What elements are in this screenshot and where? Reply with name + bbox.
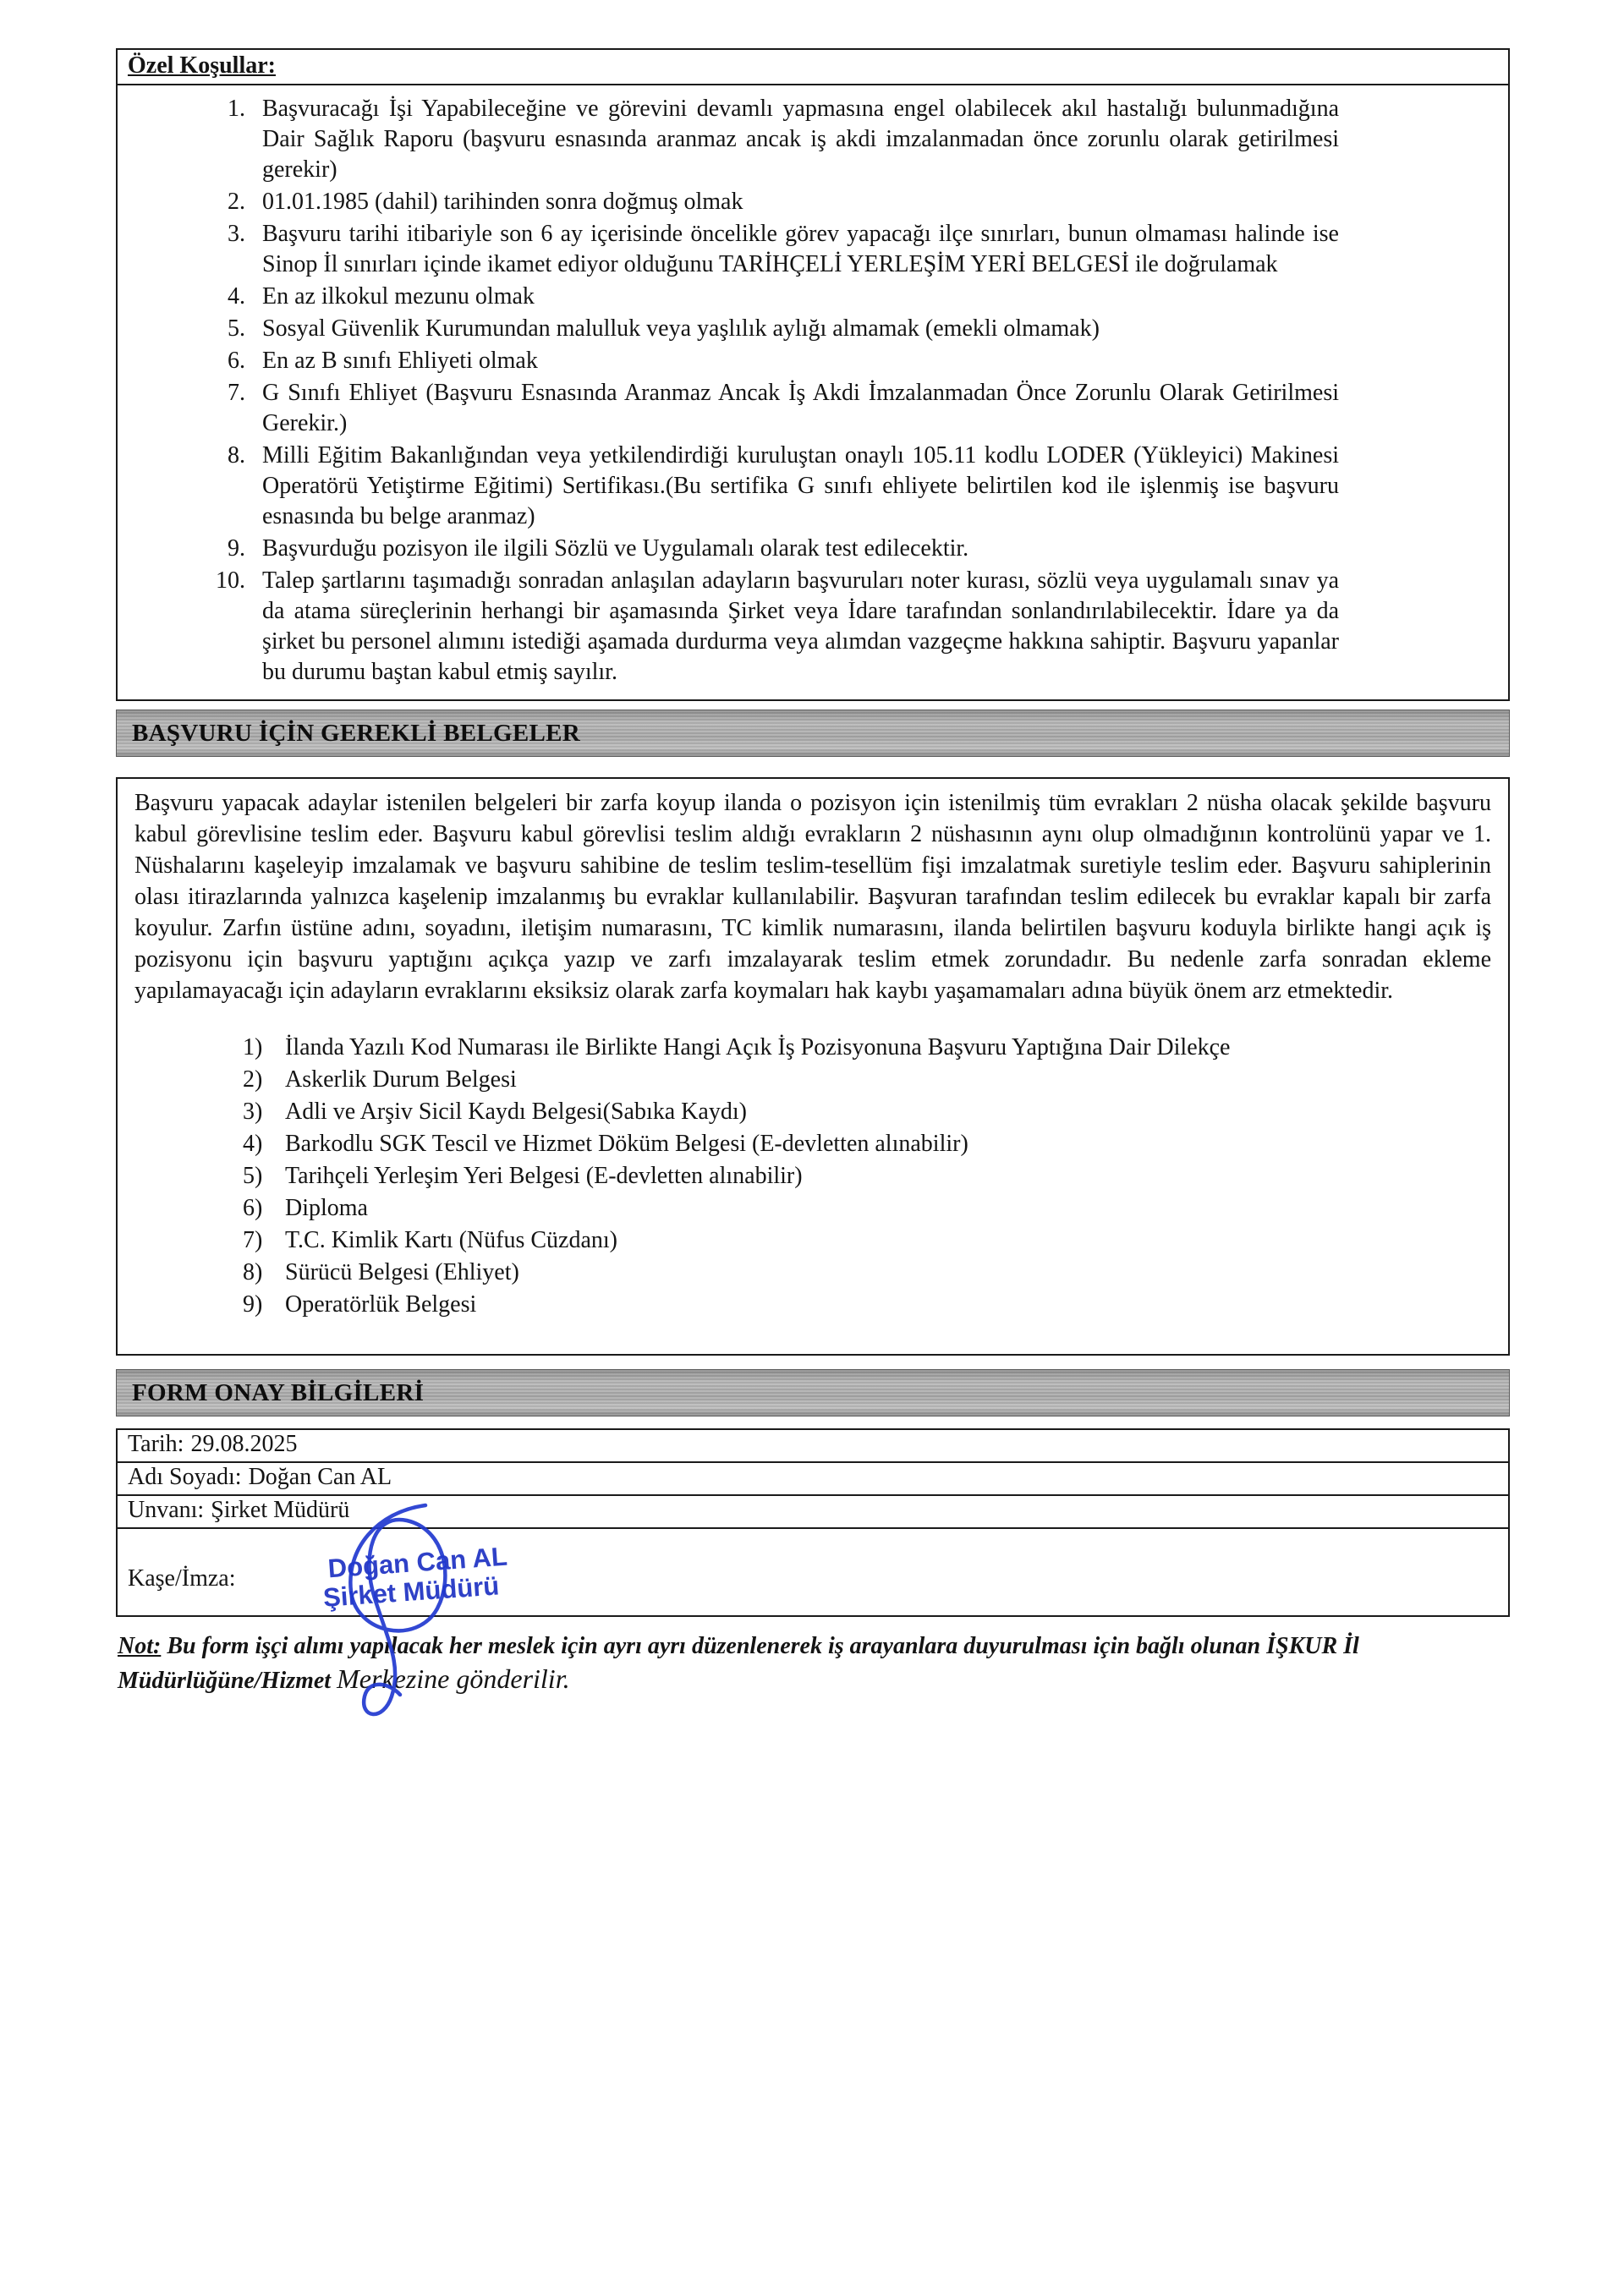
requirement-item: 7. G Sınıfı Ehliyet (Başvuru Esnasında Aranmaz Ancak İş Akdi İmzalanmadan Önce Zorunlu Olarak Getirilmesi Gerekir.) (251, 378, 1339, 439)
tarih-label: Tarih: (128, 1431, 184, 1457)
note-label: Not: (118, 1633, 162, 1659)
gerekli-belgeler-list (243, 1032, 1263, 1320)
gerekli-belgeler-paragraph: Başvuru yapacak adaylar istenilen belgeleri bir zarfa koyup ilanda o pozisyon için istenilmiş tüm evrakları 2 nüsha olacak şekilde başvuru kabul görevlisine teslim eder. Başvuru kabul görevlisi teslim aldığı evrakların 2 nüshasının aynı olup olmadığının kontrolünü yapar ve 1. Nüshalarını kaşeleyip imzalamak ve başvuru sahibine de teslim teslim-tesellüm fişi imzalatmak suretiyle teslim eder. Başvuru sahiplerinin olası itirazlarında yalnızca kaşelenip imzalanmış bu evraklar kullanılabilir. Başvuran tarafından teslim edilecek bu evraklar kapalı bir zarfa koyulur. Zarfın üstüne adını, soyadını, iletişim numarasını, TC kimlik numarasını, ilanda belirtilen başvuru koduyla birlikte hangi açık iş pozisyonu için başvuru yaptığını açıkça yazıp ve zarfı imzalayarak teslim etmek zorundadır. Bu nedenle zarfa sonradan ekleme yapılamayacağı için adayların evraklarını eksiksiz olarak zarfa koymaları hak kaybı yaşamamaları adına büyük önem arz etmektedir. (134, 790, 1491, 1004)
requirement-item: 10. Talep şartlarını taşımadığı sonradan anlaşılan adayların başvuruları noter kurası, sözlü veya uygulamalı sınav ya da atama süreçlerinin herhangi bir aşamasında Şirket veya İdare tarafından sonlandırılabilecektir. İdare ya da şirket bu personel alımını istediği aşamada durdurma veya alımdan vazgeçme hakkına sahiptir. Başvuru yapanlar bu durumu baştan kabul etmiş sayılır. (251, 566, 1339, 688)
document-item: Operatörlük Belgesi (285, 1291, 477, 1318)
note-tail: Merkezine gönderilir. (337, 1663, 570, 1694)
adi-soyadi-value: Doğan Can AL (248, 1464, 392, 1490)
note-body: Bu form işçi alımı yapılacak her meslek için ayrı ayrı düzenlenerek iş arayanlara duyurulması için bağlı olunan İŞKUR İl Müdürlüğüne/Hizmet (118, 1633, 1359, 1694)
document-item: Barkodlu SGK Tescil ve Hizmet Döküm Belgesi (E-devletten alınabilir) (285, 1131, 968, 1157)
ozel-kosullar-section (116, 48, 1510, 701)
row-unvani (118, 1496, 1508, 1529)
iskur-job-posting-form (116, 48, 1510, 1697)
kase-imza-label: Kaşe/İmza: (128, 1565, 236, 1592)
document-item: Adli ve Arşiv Sicil Kaydı Belgesi(Sabıka Kaydı) (285, 1099, 747, 1125)
requirement-item: 6. En az B sınıfı Ehliyeti olmak (251, 346, 1339, 376)
section-header-form-onay: FORM ONAY BİLGİLERİ (116, 1369, 1510, 1417)
unvani-label: Unvanı: (128, 1497, 205, 1523)
requirement-item: 4. En az ilkokul mezunu olmak (251, 282, 1339, 312)
form-onay-table (116, 1428, 1510, 1617)
stamp-name-text: Doğan Can AL (326, 1541, 508, 1584)
stamp-and-signature (317, 1500, 546, 1754)
note-text (118, 1630, 1512, 1697)
ozel-kosullar-title-text: Özel Koşullar: (128, 52, 276, 79)
requirement-item: 2. 01.01.1985 (dahil) tarihinden sonra doğmuş olmak (251, 187, 1339, 217)
stamp-title-text: Şirket Müdürü (321, 1570, 501, 1613)
document-item: İlanda Yazılı Kod Numarası ile Birlikte Hangi Açık İş Pozisyonuna Başvuru Yaptığına Dair Dilekçe (285, 1034, 1231, 1060)
tarih-value: 29.08.2025 (190, 1431, 298, 1457)
gerekli-belgeler-section (116, 777, 1510, 1356)
blue-stamp-text (321, 1542, 511, 1613)
row-tarih (118, 1430, 1508, 1463)
ozel-kosullar-list (118, 85, 1508, 699)
row-kase-imza (118, 1529, 1508, 1615)
adi-soyadi-label: Adı Soyadı: (128, 1464, 242, 1490)
document-item: Diploma (285, 1195, 368, 1221)
requirement-item: 8. Milli Eğitim Bakanlığından veya yetkilendirdiği kuruluştan onaylı 105.11 kodlu LODER (Yükleyici) Makinesi Operatörü Yetiştirme Eğitimi) Sertifikası.(Bu sertifika G sınıfı ehliyete belirtilen kod ile işlenmiş ise başvuru esnasında bu belge aranmaz) (251, 441, 1339, 532)
row-adi-soyadi (118, 1463, 1508, 1496)
document-item: Sürücü Belgesi (Ehliyet) (285, 1259, 519, 1285)
document-item: T.C. Kimlik Kartı (Nüfus Cüzdanı) (285, 1227, 617, 1253)
unvani-value: Şirket Müdürü (211, 1497, 350, 1523)
requirement-item: 9. Başvurduğu pozisyon ile ilgili Sözlü ve Uygulamalı olarak test edilecektir. (251, 534, 1339, 564)
ozel-kosullar-title (118, 50, 1508, 85)
document-item: Tarihçeli Yerleşim Yeri Belgesi (E-devletten alınabilir) (285, 1163, 803, 1189)
document-item: Askerlik Durum Belgesi (285, 1066, 517, 1093)
requirement-item: 5. Sosyal Güvenlik Kurumundan malulluk veya yaşlılık aylığı almamak (emekli olmamak) (251, 314, 1339, 344)
requirement-item: 1. Başvuracağı İşi Yapabileceğine ve görevini devamlı yapmasına engel olabilecek akıl hastalığı bulunmadığına Dair Sağlık Raporu (başvuru esnasında aranmaz ancak iş akdi imzalanmadan önce zorunlu olarak getirilmesi gerekir) (251, 94, 1339, 185)
requirement-item: 3. Başvuru tarihi itibariyle son 6 ay içerisinde öncelikle görev yapacağı ilçe sınırları, bunun olmaması halinde ise Sinop İl sınırları içinde ikamet ediyor olduğunu TARİHÇELİ YERLEŞİM YERİ BELGESİ ile doğrulamak (251, 219, 1339, 280)
section-header-gerekli-belgeler: BAŞVURU İÇİN GEREKLİ BELGELER (116, 710, 1510, 757)
